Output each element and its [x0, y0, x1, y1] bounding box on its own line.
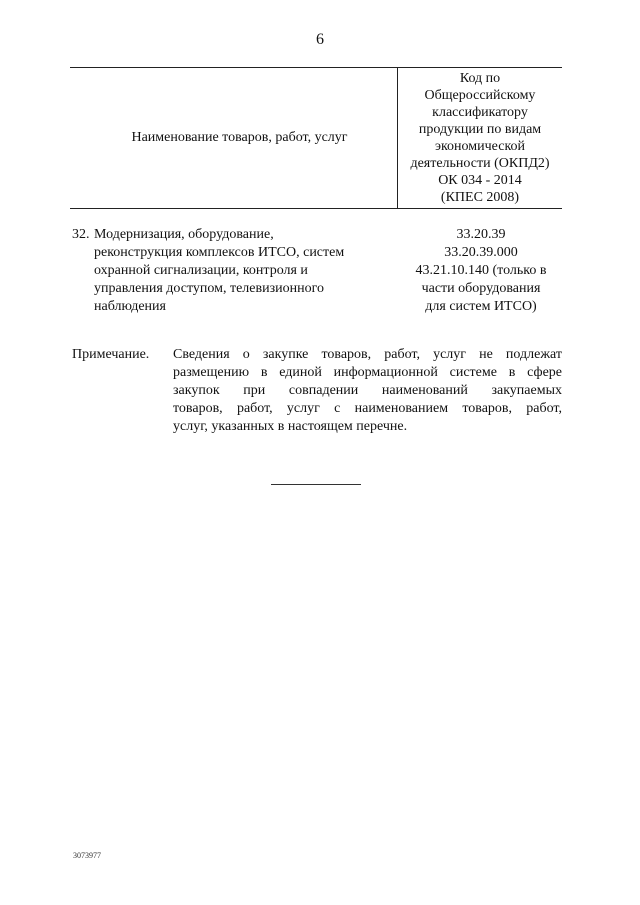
note-label: Примечание.	[72, 347, 150, 362]
row-code-line: 33.20.39.000	[444, 245, 518, 260]
code-header-line: (КПЕС 2008)	[440, 190, 520, 205]
row-code-line: для систем ИТСО)	[425, 299, 537, 314]
code-header-line: деятельности (ОКПД2)	[410, 156, 550, 171]
note-text-line: Сведения о закупке товаров, работ, услуг не подлежат	[173, 347, 562, 362]
code-header-line: ОК 034 - 2014	[438, 173, 522, 188]
row-code-line: 43.21.10.140 (только в	[415, 263, 547, 278]
code-header-line: Общероссийскому	[424, 88, 536, 103]
row-name-line: реконструкция комплексов ИТСО, систем	[94, 245, 345, 260]
row-codes	[400, 226, 562, 316]
note-text-line: услуг, указанных в настоящем перечне.	[173, 419, 408, 434]
code-header-line: продукции по видам	[418, 122, 542, 137]
row-name-line: управления доступом, телевизионного	[94, 281, 324, 296]
code-header-line: Код по	[459, 71, 501, 86]
row-name-line: наблюдения	[94, 299, 166, 314]
row-name	[94, 226, 384, 316]
page-number: 6	[316, 31, 324, 48]
note-text-line: товаров, работ, услуг с наименованием товаров, работ,	[173, 401, 562, 416]
code-header-line: классификатору	[432, 105, 528, 120]
row-number: 32.	[72, 227, 90, 242]
row-name-line: охранной сигнализации, контроля и	[94, 263, 308, 278]
table-header	[70, 67, 562, 209]
row-name-line: Модернизация, оборудование,	[94, 227, 274, 242]
row-code-line: части оборудования	[421, 281, 541, 296]
note-text-line: размещению в единой информационной системе в сфере	[173, 365, 562, 380]
note-text-line: закупок при совпадении наименований закупаемых	[173, 383, 562, 398]
code-header-line: экономической	[434, 139, 526, 154]
row-code-line: 33.20.39	[456, 227, 506, 242]
document-id: 3073977	[73, 851, 101, 860]
column-header-code	[398, 70, 562, 206]
note-text	[173, 346, 562, 436]
end-separator	[271, 484, 361, 485]
column-header-name: Наименование товаров, работ, услуг	[131, 130, 348, 145]
